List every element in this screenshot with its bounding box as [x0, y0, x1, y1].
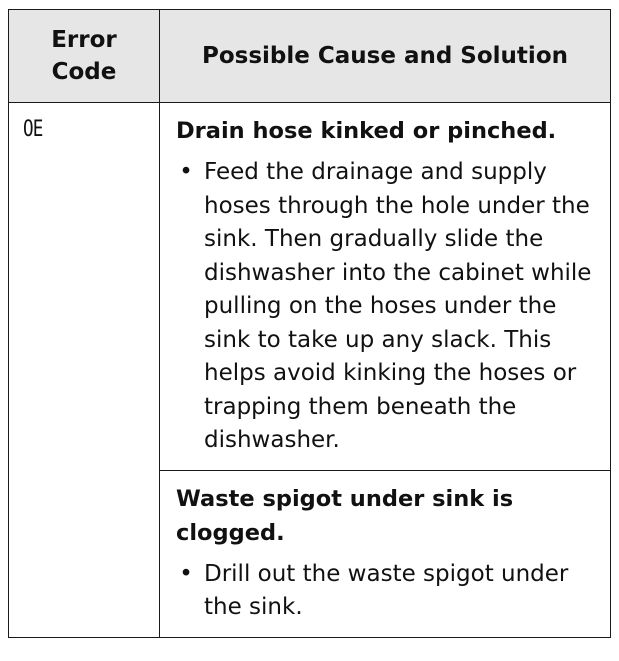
cause-title: Drain hose kinked or pinched.: [176, 118, 557, 144]
bullet-icon: •: [179, 159, 193, 185]
cause-cell: [160, 103, 611, 471]
table-header-row: [9, 10, 611, 103]
cause-cell: [160, 470, 611, 637]
solution-item: [176, 156, 596, 458]
header-error-code: [9, 10, 160, 103]
table-row: [9, 103, 611, 471]
solution-list: [176, 156, 596, 458]
header-possible-cause: [160, 10, 611, 103]
error-code: OE: [23, 117, 43, 142]
solution-list: [176, 558, 596, 625]
bullet-icon: •: [179, 560, 193, 587]
header-error-code-label: Error Code: [51, 27, 117, 85]
header-possible-cause-label: Possible Cause and Solution: [202, 43, 568, 69]
solution-text: Feed the drainage and supply hoses through the hole under the sink. Then gradually slide the dishwasher into the cabinet while pulling on the hoses under the sink to take up any slack. This helps avoid kinking the hoses or trapping them beneath the dishwasher.: [204, 159, 592, 453]
cause-title: Waste spigot under sink is clogged.: [176, 485, 514, 546]
error-code-cell: [9, 103, 160, 638]
troubleshooting-table: [8, 9, 611, 638]
solution-item: [176, 558, 596, 625]
solution-text: Drill out the waste spigot under the sink.: [204, 560, 569, 620]
